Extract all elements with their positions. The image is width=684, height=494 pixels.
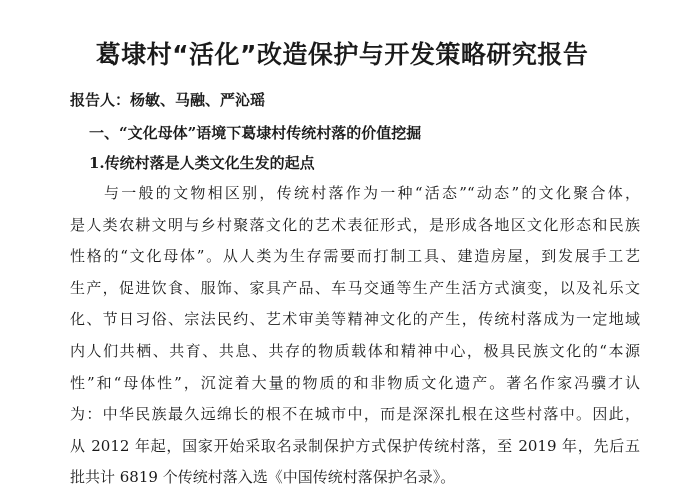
paragraph-line: 生产，促进饮食、服饰、家具产品、车马交通等生产生活方式演变，以及礼乐文 <box>70 278 640 297</box>
reporters-line: 报告人：杨敏、马融、严沁瑶 <box>70 91 266 109</box>
paragraph-line: 为：中华民族最久远绵长的根不在城市中，而是深深扎根在这些村落中。因此， <box>70 405 640 424</box>
paragraph-line: 性”和“母体性”，沉淀着大量的物质的和非物质文化遗产。著名作家冯骥才认 <box>70 373 640 392</box>
subsection-heading: 1.传统村落是人类文化生发的起点 <box>89 154 315 172</box>
document-title: 葛埭村“活化”改造保护与开发策略研究报告 <box>95 40 589 69</box>
paragraph-line: 化、节日习俗、宗法民约、艺术审美等精神文化的产生，传统村落成为一定地域 <box>70 310 640 329</box>
paragraph-line: 内人们共栖、共育、共息、共存的物质载体和精神中心，极具民族文化的“本源 <box>70 341 640 360</box>
section-heading: 一、“文化母体”语境下葛埭村传统村落的价值挖掘 <box>89 124 422 142</box>
paragraph-line: 从 2012 年起，国家开始采取名录制保护方式保护传统村落，至 2019 年，先后五 <box>70 436 640 455</box>
paragraph-line: 性格的“文化母体”。从人类为生存需要而打制工具、建造房屋，到发展手工艺 <box>70 247 640 266</box>
body-paragraph <box>70 178 640 494</box>
paragraph-line: 是人类农耕文明与乡村聚落文化的艺术表征形式，是形成各地区文化形态和民族 <box>70 215 640 234</box>
paragraph-line: 批共计 6819 个传统村落入选《中国传统村落保护名录》。 <box>70 468 456 487</box>
paragraph-line: 与一般的文物相区别，传统村落作为一种“活态”“动态”的文化聚合体， <box>104 184 640 202</box>
